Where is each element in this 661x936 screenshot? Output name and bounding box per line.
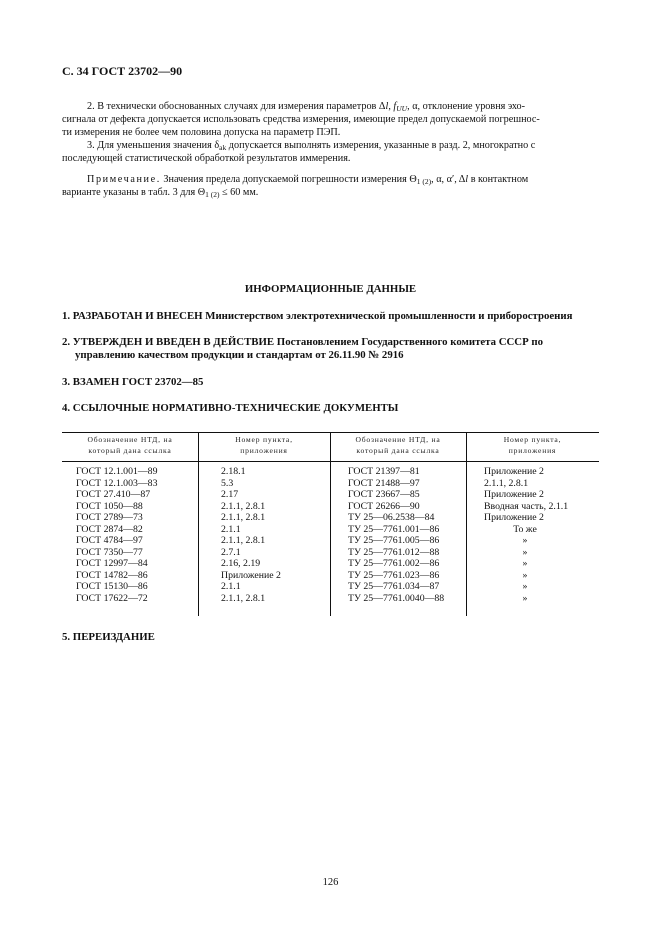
table-cell: 2.16, 2.19 [221,558,261,569]
table-cell: » [522,581,528,592]
table-cell: ГОСТ 2874—82 [76,523,143,535]
table-cell: 2.1.1, 2.8.1 [221,500,266,512]
info-heading: ИНФОРМАЦИОННЫЕ ДАННЫЕ [244,283,417,295]
table-cell: 2.1.1 [221,581,241,592]
table-cell: ГОСТ 23667—85 [348,489,420,500]
table-cell: 2.7.1 [221,546,241,558]
table-cell: 5.3 [221,477,234,489]
table-divider [330,432,331,616]
info-item-2-line-2: управлению качеством продукции и стандартам от 26.11.90 № 2916 [75,349,404,361]
note-3-line-1: 3. Для уменьшения значения $\delta_{ak}$ допускается выполнять измерения, указанные в разд. 2, многократно с [87,140,536,152]
table-cell: ГОСТ 12997—84 [76,558,148,569]
table-cell: 2.18.1 [221,466,246,477]
table-cell: ГОСТ 1050—88 [76,500,143,512]
table-cell: ТУ 25—7761.012—88 [348,546,440,558]
table-cell: ГОСТ 21488—97 [348,477,420,489]
table-cell: Вводная часть, 2.1.1 [484,500,569,512]
note-2-line-3: ти измерения не более чем половина допуска на параметр ПЭП. [62,127,341,138]
page-header: С. 34 ГОСТ 23702—90 [62,64,183,78]
table-cell: » [522,546,528,558]
table-cell: » [522,558,528,569]
page-number: 126 [322,877,339,888]
table-cell: ГОСТ 4784—97 [76,535,143,546]
table-cell: 2.1.1, 2.8.1 [221,535,266,546]
table-cell: Приложение 2 [484,512,544,523]
table-cell: ГОСТ 2789—73 [76,512,143,523]
note-2-line-2: сигнала от дефекта допускается использовать средства измерения, имеющие предел допускаемой погрешнос- [62,114,540,125]
table-cell: 2.17 [221,489,239,500]
table-cell: » [522,592,528,604]
table-column-docs-right [348,466,444,604]
table-cell: ГОСТ 17622—72 [76,592,148,604]
note-label: Примечание. [87,174,161,185]
table-cell: » [522,569,528,581]
table-header-doc: Обозначение НТД, на который дана ссылка [355,435,441,455]
table-cell: Приложение 2 [484,466,544,477]
table-cell: ГОСТ 12.1.001—89 [76,466,158,477]
table-cell: 2.1.1, 2.8.1 [221,512,266,523]
table-cell: То же [513,523,537,535]
table-cell: ГОСТ 15130—86 [76,581,148,592]
table-divider [198,432,199,616]
table-cell: ТУ 25—7761.023—86 [348,569,440,581]
info-item-3: 3. ВЗАМЕН ГОСТ 23702—85 [62,376,204,388]
note-3-line-2: последующей статистической обработкой результатов иммерения. [62,153,351,164]
table-cell: ТУ 25—7761.001—86 [348,523,440,535]
table-cell: ТУ 25—7761.005—86 [348,535,440,546]
table-column-clauses-right [484,466,594,604]
table-cell: 2.1.1, 2.8.1 [484,477,529,489]
table-cell: ТУ 25—7761.002—86 [348,558,440,569]
table-header-clause: Номер пункта, приложения [503,435,562,455]
table-cell: Приложение 2 [221,569,281,581]
note-remark-line-2: варианте указаны в табл. 3 для $\Theta_{1 (2)} \le 60$ мм. [62,187,259,199]
table-column-docs-left [76,466,157,604]
table-cell: 2.1.1, 2.8.1 [221,592,266,604]
info-item-5: 5. ПЕРЕИЗДАНИЕ [62,631,155,643]
table-cell: ТУ 25—7761.034—87 [348,581,440,592]
table-cell: » [522,535,528,546]
table-cell: ГОСТ 21397—81 [348,466,420,477]
table-divider [466,432,467,616]
table-cell: Приложение 2 [484,489,544,500]
table-cell: ГОСТ 26266—90 [348,500,420,512]
note-2-line-1: 2. В технически обоснованных случаях для измерения параметров Δl, $f_{UU}$, α, отклонение уровня эхо- [87,101,526,113]
table-header-doc: Обозначение НТД, на который дана ссылка [87,435,173,455]
table-cell: ГОСТ 27.410—87 [76,489,151,500]
table-cell: ТУ 25—7761.0040—88 [348,592,445,604]
info-item-4: 4. ССЫЛОЧНЫЕ НОРМАТИВНО-ТЕХНИЧЕСКИЕ ДОКУМЕНТЫ [62,402,399,414]
table-header-clause: Номер пункта, приложения [235,435,293,455]
table-cell: ТУ 25—06.2538—84 [348,512,435,523]
table-cell: ГОСТ 14782—86 [76,569,148,581]
info-item-2-line-1: 2. УТВЕРЖДЕН И ВВЕДЕН В ДЕЙСТВИЕ Постановлением Государственного комитета СССР по [62,336,544,348]
info-item-1: 1. РАЗРАБОТАН И ВНЕСЕН Министерством электротехнической промышленности и приборостроения [62,310,573,322]
table-cell: ГОСТ 7350—77 [76,546,143,558]
table-cell: ГОСТ 12.1.003—83 [76,477,158,489]
table-column-clauses-left [221,466,281,604]
note-remark-line-1: Примечание. Значения предела допускаемой погрешности измерения $\Theta_{1 (2)}$, α, α′, Δl в контактном [87,174,529,186]
table-cell: 2.1.1 [221,523,241,535]
